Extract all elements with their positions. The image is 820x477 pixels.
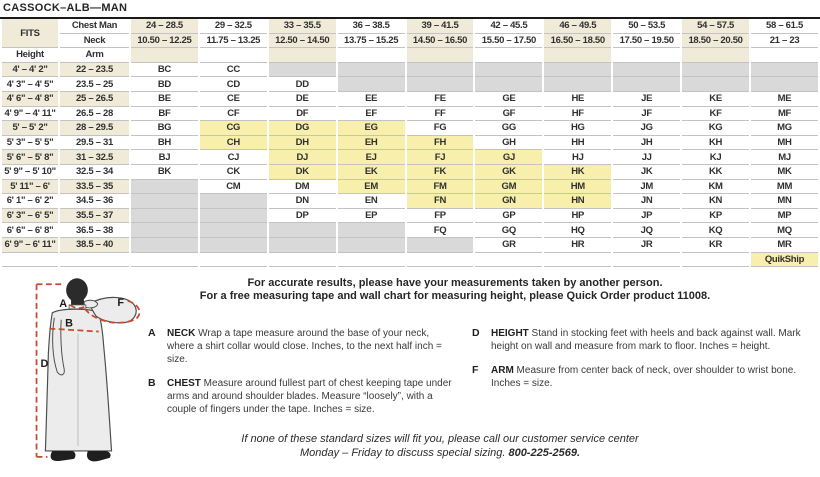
no-size-cell xyxy=(751,77,818,92)
size-chart-table xyxy=(0,19,820,267)
height-range: 6' 6" – 6' 8" xyxy=(2,223,58,238)
no-size-cell xyxy=(407,238,474,253)
arm-range: 26.5 – 28 xyxy=(60,107,129,122)
height-range: 5' 9" – 5' 10" xyxy=(2,165,58,180)
size-code-jr: JR xyxy=(613,238,680,253)
size-code-kp: KP xyxy=(682,209,749,224)
size-code-fq: FQ xyxy=(407,223,474,238)
size-code-mr: MR xyxy=(751,238,818,253)
size-code-fn: FN xyxy=(407,194,474,209)
arm-range: 25 – 26.5 xyxy=(60,92,129,107)
size-code-jp: JP xyxy=(613,209,680,224)
intro-line-2: For a free measuring tape and wall chart for measuring height, please Quick Order product 11008. xyxy=(199,290,711,302)
quikship-row-spacer xyxy=(60,253,129,268)
measure-label-a: A xyxy=(59,297,68,310)
size-code-kn: KN xyxy=(682,194,749,209)
size-code-eg: EG xyxy=(338,121,405,136)
arm-range: 38.5 – 40 xyxy=(60,238,129,253)
size-code-de: DE xyxy=(269,92,336,107)
height-range: 5' 6" – 5' 8" xyxy=(2,150,58,165)
size-code-bj: BJ xyxy=(131,150,198,165)
size-code-gj: GJ xyxy=(475,150,542,165)
instruction-letter: A xyxy=(148,327,156,339)
arm-range: 31 – 32.5 xyxy=(60,150,129,165)
instruction-body: Wrap a tape measure around the base of your neck, where a shirt collar would close. Inches, to the next half inch = size. xyxy=(167,328,442,365)
instruction-term: NECK xyxy=(167,328,196,339)
neck-row-label: Neck xyxy=(60,34,129,49)
size-code-cj: CJ xyxy=(200,150,267,165)
measurement-instructions xyxy=(148,327,812,427)
height-range: 4' 6" – 4' 8" xyxy=(2,92,58,107)
size-code-kh: KH xyxy=(682,136,749,151)
instruction-chest xyxy=(148,377,456,416)
size-code-kj: KJ xyxy=(682,150,749,165)
neck-range-7: 16.50 – 18.50 xyxy=(544,34,611,49)
size-code-cm: CM xyxy=(200,180,267,195)
arm-range: 34.5 – 36 xyxy=(60,194,129,209)
no-size-cell xyxy=(269,238,336,253)
size-code-mg: MG xyxy=(751,121,818,136)
measure-label-b: B xyxy=(65,317,73,330)
quikship-row-spacer xyxy=(131,253,198,268)
chest-range-4: 36 – 38.5 xyxy=(338,19,405,34)
quikship-badge: QuikShip xyxy=(751,253,818,268)
size-code-hr: HR xyxy=(544,238,611,253)
no-size-cell xyxy=(269,223,336,238)
chest-row-label: Chest Man xyxy=(60,19,129,34)
arm-range: 28 – 29.5 xyxy=(60,121,129,136)
no-size-cell xyxy=(200,238,267,253)
height-header: Height xyxy=(2,48,58,63)
size-code-ke: KE xyxy=(682,92,749,107)
size-code-kr: KR xyxy=(682,238,749,253)
instructions-left-column xyxy=(148,327,456,427)
header-spacer-cell xyxy=(613,48,680,63)
neck-range-9: 18.50 – 20.50 xyxy=(682,34,749,49)
size-code-bk: BK xyxy=(131,165,198,180)
size-code-ch: CH xyxy=(200,136,267,151)
instruction-letter: F xyxy=(472,364,479,376)
neck-range-10: 21 – 23 xyxy=(751,34,818,49)
no-size-cell xyxy=(200,209,267,224)
size-code-dn: DN xyxy=(269,194,336,209)
size-code-ef: EF xyxy=(338,107,405,122)
chest-range-9: 54 – 57.5 xyxy=(682,19,749,34)
size-code-hp: HP xyxy=(544,209,611,224)
size-code-jf: JF xyxy=(613,107,680,122)
size-code-cf: CF xyxy=(200,107,267,122)
instructions-section xyxy=(0,266,820,475)
no-size-cell xyxy=(131,209,198,224)
size-code-kq: KQ xyxy=(682,223,749,238)
header-spacer-cell xyxy=(475,48,542,63)
instruction-term: CHEST xyxy=(167,378,201,389)
size-code-mm: MM xyxy=(751,180,818,195)
arm-range: 36.5 – 38 xyxy=(60,223,129,238)
size-code-hn: HN xyxy=(544,194,611,209)
measure-label-f: F xyxy=(117,296,125,309)
size-code-kk: KK xyxy=(682,165,749,180)
size-code-jm: JM xyxy=(613,180,680,195)
size-code-cd: CD xyxy=(200,77,267,92)
size-code-hj: HJ xyxy=(544,150,611,165)
instruction-height xyxy=(472,327,812,353)
quikship-row-spacer xyxy=(682,253,749,268)
quikship-row-spacer xyxy=(200,253,267,268)
instruction-text xyxy=(491,327,812,353)
size-code-mk: MK xyxy=(751,165,818,180)
measure-label-d: D xyxy=(40,358,49,371)
height-range: 6' 9" – 6' 11" xyxy=(2,238,58,253)
size-code-ff: FF xyxy=(407,107,474,122)
size-code-dm: DM xyxy=(269,180,336,195)
no-size-cell xyxy=(338,223,405,238)
size-code-kf: KF xyxy=(682,107,749,122)
size-code-ep: EP xyxy=(338,209,405,224)
no-size-cell xyxy=(131,223,198,238)
fits-header: FITS xyxy=(2,19,58,48)
size-code-ej: EJ xyxy=(338,150,405,165)
customer-service-phone: 800-225-2569. xyxy=(508,447,581,459)
no-size-cell xyxy=(544,77,611,92)
size-code-hh: HH xyxy=(544,136,611,151)
size-code-bf: BF xyxy=(131,107,198,122)
size-code-hm: HM xyxy=(544,180,611,195)
instruction-text xyxy=(167,327,456,366)
size-code-fm: FM xyxy=(407,180,474,195)
height-range: 4' 9" – 4' 11" xyxy=(2,107,58,122)
no-size-cell xyxy=(131,238,198,253)
chest-range-3: 33 – 35.5 xyxy=(269,19,336,34)
instruction-term: HEIGHT xyxy=(491,328,529,339)
size-code-mf: MF xyxy=(751,107,818,122)
size-code-kg: KG xyxy=(682,121,749,136)
header-spacer-cell xyxy=(338,48,405,63)
instruction-neck xyxy=(148,327,456,366)
no-size-cell xyxy=(269,63,336,78)
no-size-cell xyxy=(407,77,474,92)
chest-range-1: 24 – 28.5 xyxy=(131,19,198,34)
no-size-cell xyxy=(338,77,405,92)
no-size-cell xyxy=(544,63,611,78)
header-spacer-cell xyxy=(544,48,611,63)
no-size-cell xyxy=(682,77,749,92)
instruction-text xyxy=(491,364,812,390)
neck-range-4: 13.75 – 15.25 xyxy=(338,34,405,49)
arm-range: 23.5 – 25 xyxy=(60,77,129,92)
quikship-row-spacer xyxy=(407,253,474,268)
size-code-gf: GF xyxy=(475,107,542,122)
instruction-body: Measure from center back of neck, over shoulder to wrist bone. Inches = size. xyxy=(491,365,797,389)
no-size-cell xyxy=(338,238,405,253)
size-code-bc: BC xyxy=(131,63,198,78)
size-code-dk: DK xyxy=(269,165,336,180)
height-range: 4' – 4' 2" xyxy=(2,63,58,78)
intro-line-1: For accurate results, please have your measurements taken by another person. xyxy=(247,277,663,289)
chest-range-8: 50 – 53.5 xyxy=(613,19,680,34)
height-range: 6' 1" – 6' 2" xyxy=(2,194,58,209)
size-code-dj: DJ xyxy=(269,150,336,165)
size-code-mh: MH xyxy=(751,136,818,151)
instructions-right-column xyxy=(472,327,812,427)
size-code-bh: BH xyxy=(131,136,198,151)
size-code-gn: GN xyxy=(475,194,542,209)
size-code-dd: DD xyxy=(269,77,336,92)
no-size-cell xyxy=(407,63,474,78)
size-code-km: KM xyxy=(682,180,749,195)
size-code-gg: GG xyxy=(475,121,542,136)
size-code-fj: FJ xyxy=(407,150,474,165)
instruction-arm xyxy=(472,364,812,390)
size-code-mj: MJ xyxy=(751,150,818,165)
chest-range-6: 42 – 45.5 xyxy=(475,19,542,34)
no-size-cell xyxy=(751,63,818,78)
size-code-fh: FH xyxy=(407,136,474,151)
header-spacer-cell xyxy=(131,48,198,63)
intro-text xyxy=(150,277,760,303)
quikship-row-spacer xyxy=(269,253,336,268)
size-code-fg: FG xyxy=(407,121,474,136)
chest-range-7: 46 – 49.5 xyxy=(544,19,611,34)
size-code-fk: FK xyxy=(407,165,474,180)
neck-range-5: 14.50 – 16.50 xyxy=(407,34,474,49)
size-code-ee: EE xyxy=(338,92,405,107)
size-code-dp: DP xyxy=(269,209,336,224)
size-code-gr: GR xyxy=(475,238,542,253)
quikship-row-spacer xyxy=(2,253,58,268)
size-code-je: JE xyxy=(613,92,680,107)
arm-header: Arm xyxy=(60,48,129,63)
special-sizing-note xyxy=(110,432,770,460)
chest-range-5: 39 – 41.5 xyxy=(407,19,474,34)
neck-range-8: 17.50 – 19.50 xyxy=(613,34,680,49)
height-range: 5' 11" – 6' xyxy=(2,180,58,195)
no-size-cell xyxy=(131,180,198,195)
size-code-fp: FP xyxy=(407,209,474,224)
size-code-hq: HQ xyxy=(544,223,611,238)
size-code-bd: BD xyxy=(131,77,198,92)
instruction-text xyxy=(167,377,456,416)
size-code-me: ME xyxy=(751,92,818,107)
arm-range: 35.5 – 37 xyxy=(60,209,129,224)
no-size-cell xyxy=(682,63,749,78)
size-code-dg: DG xyxy=(269,121,336,136)
size-code-be: BE xyxy=(131,92,198,107)
footer-line-2 xyxy=(110,446,770,460)
arm-range: 33.5 – 35 xyxy=(60,180,129,195)
header-spacer-cell xyxy=(751,48,818,63)
height-range: 5' 3" – 5' 5" xyxy=(2,136,58,151)
header-spacer-cell xyxy=(407,48,474,63)
size-code-jn: JN xyxy=(613,194,680,209)
size-code-df: DF xyxy=(269,107,336,122)
size-code-em: EM xyxy=(338,180,405,195)
size-code-cg: CG xyxy=(200,121,267,136)
size-code-ck: CK xyxy=(200,165,267,180)
no-size-cell xyxy=(613,77,680,92)
size-code-ce: CE xyxy=(200,92,267,107)
neck-range-3: 12.50 – 14.50 xyxy=(269,34,336,49)
quikship-row-spacer xyxy=(613,253,680,268)
neck-range-2: 11.75 – 13.25 xyxy=(200,34,267,49)
size-code-gq: GQ xyxy=(475,223,542,238)
size-code-gp: GP xyxy=(475,209,542,224)
quikship-row-spacer xyxy=(475,253,542,268)
quikship-row-spacer xyxy=(544,253,611,268)
instruction-term: ARM xyxy=(491,365,514,376)
instruction-body: Measure around fullest part of chest keeping tape under arms and around shoulder blades. Measure “loosely”, with a couple of fingers under the tape. Inches = size. xyxy=(167,378,452,415)
size-code-hf: HF xyxy=(544,107,611,122)
footer-line-1: If none of these standard sizes will fit you, please call our customer service center xyxy=(241,433,639,445)
size-code-mn: MN xyxy=(751,194,818,209)
size-code-jk: JK xyxy=(613,165,680,180)
no-size-cell xyxy=(200,194,267,209)
height-range: 6' 3" – 6' 5" xyxy=(2,209,58,224)
instruction-letter: B xyxy=(148,377,156,389)
instruction-letter: D xyxy=(472,327,480,339)
no-size-cell xyxy=(131,194,198,209)
neck-range-1: 10.50 – 12.25 xyxy=(131,34,198,49)
size-code-hg: HG xyxy=(544,121,611,136)
instruction-body: Stand in stocking feet with heels and back against wall. Mark height on wall and measure from mark to floor. Inches = height. xyxy=(491,328,801,352)
size-code-jq: JQ xyxy=(613,223,680,238)
no-size-cell xyxy=(200,223,267,238)
arm-range: 32.5 – 34 xyxy=(60,165,129,180)
size-code-he: HE xyxy=(544,92,611,107)
size-code-bg: BG xyxy=(131,121,198,136)
footer-line-2-text: Monday – Friday to discuss special sizing. xyxy=(299,447,509,459)
size-code-gk: GK xyxy=(475,165,542,180)
size-code-hk: HK xyxy=(544,165,611,180)
size-code-ek: EK xyxy=(338,165,405,180)
size-code-eh: EH xyxy=(338,136,405,151)
neck-range-6: 15.50 – 17.50 xyxy=(475,34,542,49)
chest-range-10: 58 – 61.5 xyxy=(751,19,818,34)
arm-range: 29.5 – 31 xyxy=(60,136,129,151)
size-code-dh: DH xyxy=(269,136,336,151)
no-size-cell xyxy=(613,63,680,78)
size-code-jj: JJ xyxy=(613,150,680,165)
chest-range-2: 29 – 32.5 xyxy=(200,19,267,34)
no-size-cell xyxy=(338,63,405,78)
header-spacer-cell xyxy=(269,48,336,63)
size-code-cc: CC xyxy=(200,63,267,78)
page-title: CASSOCK–ALB—MAN xyxy=(0,0,820,19)
header-spacer-cell xyxy=(200,48,267,63)
size-code-en: EN xyxy=(338,194,405,209)
no-size-cell xyxy=(475,77,542,92)
no-size-cell xyxy=(475,63,542,78)
quikship-row-spacer xyxy=(338,253,405,268)
header-spacer-cell xyxy=(682,48,749,63)
arm-range: 22 – 23.5 xyxy=(60,63,129,78)
size-code-gh: GH xyxy=(475,136,542,151)
size-code-ge: GE xyxy=(475,92,542,107)
size-code-mp: MP xyxy=(751,209,818,224)
size-code-fe: FE xyxy=(407,92,474,107)
height-range: 4' 3" – 4' 5" xyxy=(2,77,58,92)
size-code-jg: JG xyxy=(613,121,680,136)
height-range: 5' – 5' 2" xyxy=(2,121,58,136)
size-code-gm: GM xyxy=(475,180,542,195)
size-code-mq: MQ xyxy=(751,223,818,238)
size-code-jh: JH xyxy=(613,136,680,151)
